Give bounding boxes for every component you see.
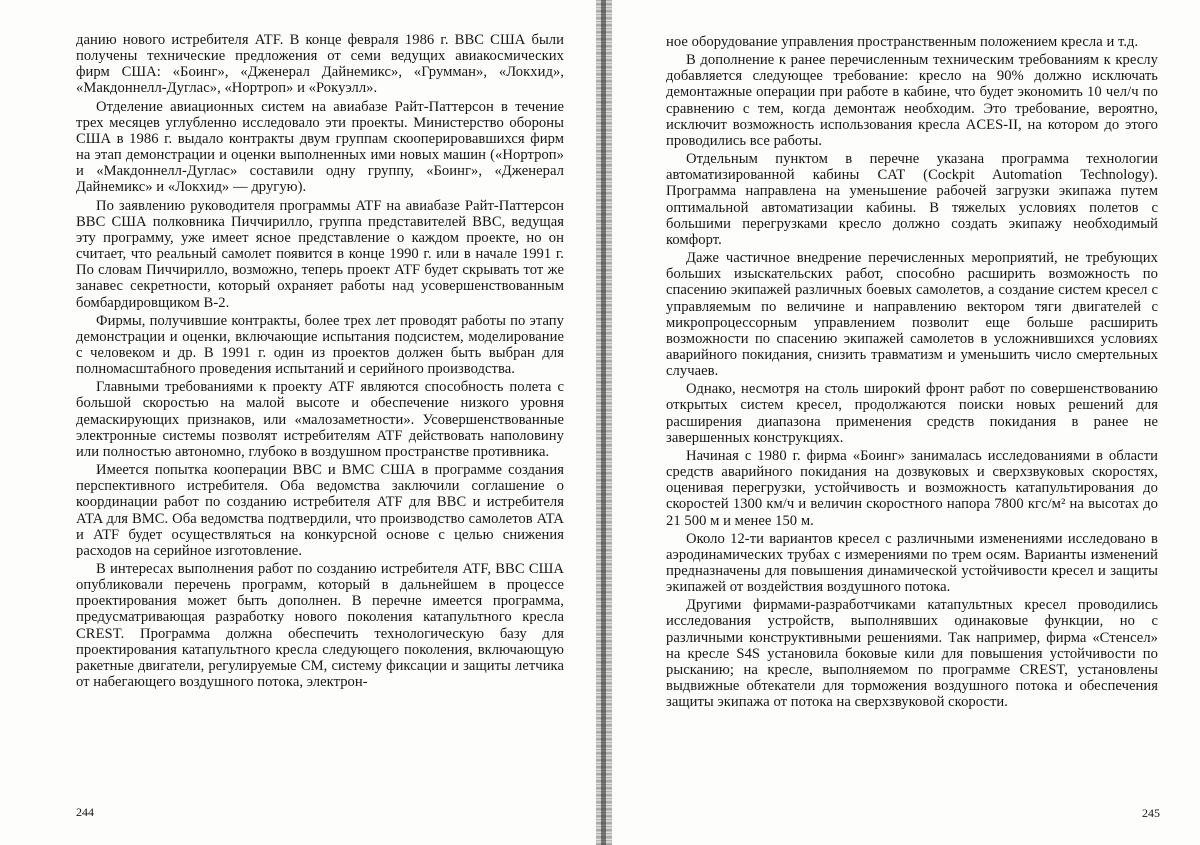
left-paragraph-5: Главными требованиями к проекту ATF являются способность полета с большой скоростью на малой высоте и обеспечение низкого уровня демаскирующих признаков, или «малозаметности». Усовершенствованные электронные системы позволят истребителям ATF действовать наполовину или полностью автономно, глубоко в воздушном пространстве противника.	[76, 379, 564, 460]
right-paragraph-4: Даже частичное внедрение перечисленных мероприятий, не требующих больших изыскательских работ, способно расширить возможность по спасению экипажей различных боевых самолетов, а создание систем кресел с управляемым по величине и направлению вектором тяги двигателей с микропроцессорным управлением позволит еще больше расширить возможности по спасению экипажей самолетов в усложнившихся условиях аварийного покидания, снизить травматизм и уменьшить число смертельных случаев.	[666, 250, 1158, 380]
right-page	[610, 0, 1200, 845]
left-page-number: 244	[76, 805, 94, 819]
right-paragraph-3: Отдельным пунктом в перечне указана программа технологии автоматизированной кабины CAT (Cockpit Automation Technology). Программа направлена на уменьшение рабочей загрузки экипажа путем оптимальной автоматизации кабины. В тяжелых условиях полетов с большими перегрузками кресло должно создать экипажу необходимый комфорт.	[666, 151, 1158, 248]
right-paragraph-8: Другими фирмами-разработчиками катапультных кресел проводились исследования устройств, выполнявших одинаковые функции, но с различными конструктивными решениями. Так например, фирма «Стенсел» на кресле S4S установила боковые кили для повышения устойчивости по рысканию; на кресле, выполняемом по программе CREST, установлены выдвижные обтекатели для торможения воздушного потока и обеспечения защиты экипажа от потока на сверхзвуковой скорости.	[666, 597, 1158, 711]
left-paragraph-2: Отделение авиационных систем на авиабазе Райт-Паттерсон в течение трех месяцев углубленно исследовало эти проекты. Министерство обороны США в 1986 г. выдало контракты двум группам скооперировавшихся фирм на этап демонстрации и оценки выполненных ими новых машин («Нортроп» и «Макдоннелл-Дуглас» составили одну группу, «Боинг», «Дженерал Дайнемикс» и «Локхид» — другую).	[76, 98, 564, 196]
book-gutter-shadow	[601, 0, 606, 845]
left-paragraph-6: Имеется попытка кооперации ВВС и ВМС США в программе создания перспективного истребителя. Оба ведомства заключили соглашение о координации работ по созданию истребителя ATF для ВВС и истребителя ATA для ВМС. Оба ведомства подтвердили, что производство самолетов ATA и ATF будет осуществляться на конкурсной основе с целью снижения расходов на серийное изготовление.	[76, 462, 564, 559]
left-page-text	[76, 32, 564, 692]
left-paragraph-1: данию нового истребителя ATF. В конце февраля 1986 г. ВВС США были получены технические предложения от семи ведущих авиакосмических фирм США: «Боинг», «Дженерал Дайнемикс», «Грумман», «Локхид», «Макдоннелл-Дуглас», «Нортроп» и «Рокуэлл».	[76, 32, 564, 97]
right-paragraph-6: Начиная с 1980 г. фирма «Боинг» занималась исследованиями в области средств аварийного покидания на дозвуковых и сверхзвуковых скоростях, оценивая перегрузки, устойчивость и возможность катапультирования до скоростей 1300 км/ч и величин скоростного напора 7800 кгс/м² на высотах до 21 500 м и менее 150 м.	[666, 447, 1158, 529]
right-paragraph-2: В дополнение к ранее перечисленным техническим требованиям к креслу добавляется следующее требование: кресло на 90% должно исключать демонтажные операции при работе в кабине, что будет экономить 10 чел/ч по сравнению с тем, когда демонтаж необходим. Это требование, вероятно, исключит возможность использования кресла ACES-II, на котором до этого проводились все работы.	[666, 52, 1158, 149]
right-paragraph-5: Однако, несмотря на столь широкий фронт работ по совершенствованию открытых систем кресел, продолжаются поиски новых решений для расширения диапазона применения средств покидания в ранее не завершенных конструкциях.	[666, 381, 1158, 446]
right-paragraph-1: ное оборудование управления пространственным положением кресла и т.д.	[666, 34, 1139, 50]
right-page-number: 245	[1142, 806, 1160, 820]
left-paragraph-3: По заявлению руководителя программы ATF на авиабазе Райт-Паттерсон ВВС США полковника Пиччирилло, группа представителей ВВС, ведущая эту программу, уже имеет ясное представление о каждом проекте, но он считает, что реальный самолет появится в конце 1990 г. или в начале 1991 г. По словам Пиччирилло, возможно, теперь проект ATF будет скрывать тот же занавес секретности, который охраняет работы над усовершенствованным бомбардировщиком B-2.	[76, 197, 564, 311]
left-paragraph-7: В интересах выполнения работ по созданию истребителя ATF, ВВС США опубликовали перечень программ, который в дальнейшем в процессе проектирования может быть дополнен. В перечне имеется программа, предусматривающая разработку нового поколения катапультного кресла CREST. Программа должна обеспечить технологическую базу для проектирования катапультного кресла следующего поколения, включающую ракетные двигатели, регулируемые СМ, систему фиксации и защиты летчика от набегающего воздушного потока, электрон-	[76, 561, 564, 691]
right-page-text	[666, 34, 1158, 712]
left-page	[0, 0, 598, 845]
left-paragraph-4: Фирмы, получившие контракты, более трех лет проводят работы по этапу демонстрации и оценки, включающие испытания подсистем, моделирование с человеком и др. В 1991 г. один из проектов должен быть выбран для полномасштабного проведения испытаний и серийного производства.	[76, 312, 564, 378]
right-paragraph-7: Около 12-ти вариантов кресел с различными изменениями исследовано в аэродинамических трубах с измерениями по трем осям. Варианты изменений предназначены для повышения динамической устойчивости кресел и защиты экипажей от воздействия воздушного потока.	[666, 530, 1158, 596]
